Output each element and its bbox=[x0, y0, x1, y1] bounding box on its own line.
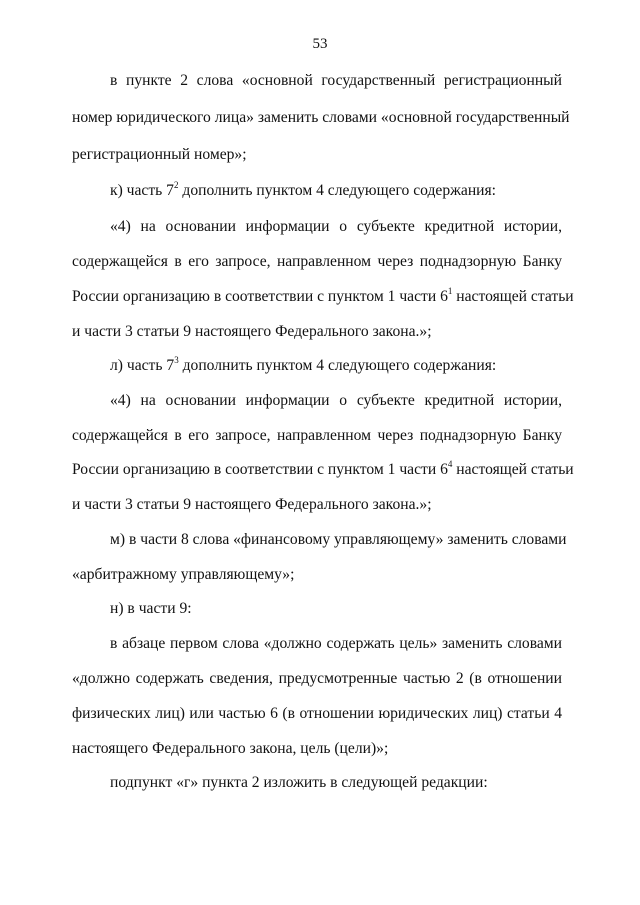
text-line: «4) на основании информации о субъекте кредитной истории, bbox=[110, 218, 562, 235]
text-line bbox=[110, 180, 562, 202]
text-line: регистрационный номер»; bbox=[72, 146, 247, 163]
superscript: 4 bbox=[447, 458, 453, 469]
text-line: м) в части 8 слова «финансовому управляющему» заменить словами bbox=[110, 531, 567, 548]
text-line: и части 3 статьи 9 настоящего Федерального закона.»; bbox=[72, 496, 432, 513]
text-run: к) часть 7 bbox=[110, 182, 174, 199]
text-line bbox=[110, 355, 562, 377]
text-line: «должно содержать сведения, предусмотренные частью 2 (в отношении bbox=[72, 670, 562, 687]
text-line: содержащейся в его запросе, направленном через поднадзорную Банку bbox=[72, 427, 562, 444]
superscript: 2 bbox=[173, 179, 179, 190]
page-number: 53 bbox=[312, 36, 328, 52]
text-line: «арбитражному управляющему»; bbox=[72, 566, 295, 583]
text-run: России организацию в соответствии с пунктом 1 части 6 bbox=[72, 461, 448, 478]
text-line: в пункте 2 слова «основной государственный регистрационный bbox=[110, 72, 562, 89]
superscript: 3 bbox=[174, 354, 179, 365]
text-line: номер юридического лица» заменить словами «основной государственный bbox=[72, 109, 570, 126]
text-run: настоящей статьи bbox=[452, 461, 574, 478]
text-line: настоящего Федерального закона, цель (цели)»; bbox=[72, 740, 389, 757]
text-line: содержащейся в его запросе, направленном через поднадзорную Банку bbox=[72, 253, 562, 270]
superscript: 1 bbox=[447, 285, 453, 296]
text-line bbox=[72, 458, 574, 481]
text-line: в абзаце первом слова «должно содержать цель» заменить словами bbox=[110, 635, 562, 652]
text-line: и части 3 статьи 9 настоящего Федерального закона.»; bbox=[72, 323, 432, 340]
text-run: России организацию в соответствии с пунктом 1 части 6 bbox=[72, 288, 448, 305]
text-line: физических лиц) или частью 6 (в отношении юридических лиц) статьи 4 bbox=[72, 705, 562, 722]
text-line: н) в части 9: bbox=[110, 600, 192, 617]
text-line bbox=[72, 285, 574, 308]
text-run: л) часть 7 bbox=[110, 357, 175, 374]
text-run: дополнить пунктом 4 следующего содержания: bbox=[178, 182, 497, 199]
text-run: дополнить пунктом 4 следующего содержания: bbox=[178, 357, 497, 374]
text-line: «4) на основании информации о субъекте кредитной истории, bbox=[110, 392, 562, 409]
text-run: настоящей статьи bbox=[452, 288, 574, 305]
text-line: подпункт «г» пункта 2 изложить в следующей редакции: bbox=[110, 774, 488, 791]
